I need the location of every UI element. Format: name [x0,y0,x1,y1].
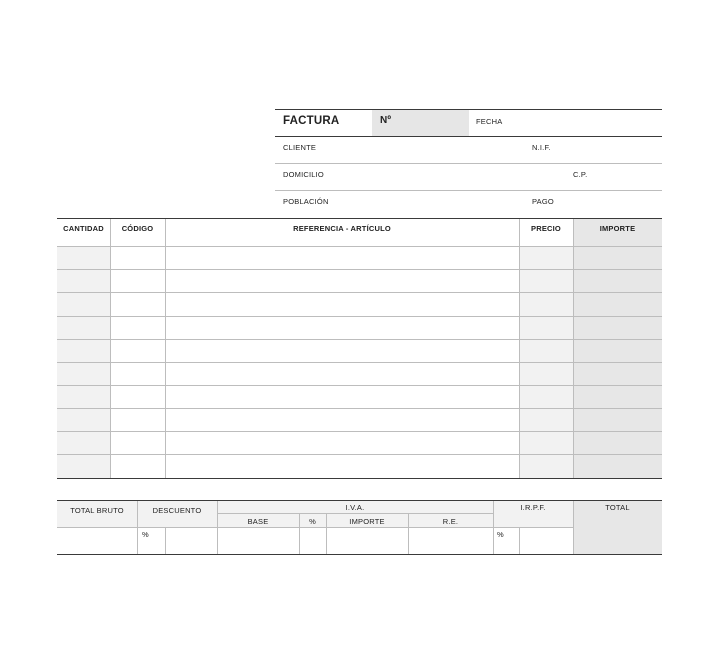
poblacion-label: POBLACIÓN [283,197,329,206]
items-bottom-rule [57,478,662,479]
items-row-rule [57,454,662,455]
cliente-label: CLIENTE [283,143,317,152]
fecha-label: FECHA [476,117,503,126]
totals-bottom-rule [57,554,662,555]
items-row-rule [57,431,662,432]
items-row-rule [57,408,662,409]
column-header-referencia: REFERENCIA - ARTÍCULO [293,224,391,233]
items-col-divider [165,219,166,478]
column-header-codigo: CÓDIGO [121,224,154,233]
column-header-cantidad: CANTIDAD [63,224,104,233]
irpf-label: I.R.P.F. [520,503,546,512]
items-header-rule [57,246,662,247]
column-header-importe: IMPORTE [599,224,636,233]
header-top-rule [275,109,662,110]
items-row-rule [57,339,662,340]
totals-mid-rule [57,527,573,528]
items-top-rule [57,218,662,219]
nif-label: N.I.F. [532,143,551,152]
total-label: TOTAL [605,503,630,512]
totals-col-divider [519,527,520,554]
total-bruto-label: TOTAL BRUTO [70,506,124,515]
header-rule-1 [275,136,662,137]
numero-label: Nº [380,115,392,126]
irpf-percent-label: % [497,530,504,539]
column-header-precio: PRECIO [531,224,561,233]
descuento-label: DESCUENTO [152,506,202,515]
base-label: BASE [247,517,269,526]
re-label: R.E. [442,517,459,526]
importe-label: IMPORTE [349,517,385,526]
totals-top-rule [57,500,662,501]
items-row-rule [57,292,662,293]
pago-label: PAGO [532,197,554,206]
items-row-rule [57,269,662,270]
header-rule-3 [275,190,662,191]
items-row-rule [57,385,662,386]
iva-percent-label: % [309,517,316,526]
iva-label: I.V.A. [345,503,365,512]
iva-subheader-rule [217,513,493,514]
items-row-rule [57,362,662,363]
totals-col-divider [165,527,166,554]
importe-column-bg [573,219,662,478]
domicilio-label: DOMICILIO [283,170,324,179]
cp-label: C.P. [573,170,588,179]
header-rule-2 [275,163,662,164]
items-col-divider [573,219,574,478]
items-col-divider [110,219,111,478]
descuento-percent-label: % [142,530,149,539]
items-row-rule [57,316,662,317]
items-col-divider [519,219,520,478]
factura-title: FACTURA [283,115,340,127]
